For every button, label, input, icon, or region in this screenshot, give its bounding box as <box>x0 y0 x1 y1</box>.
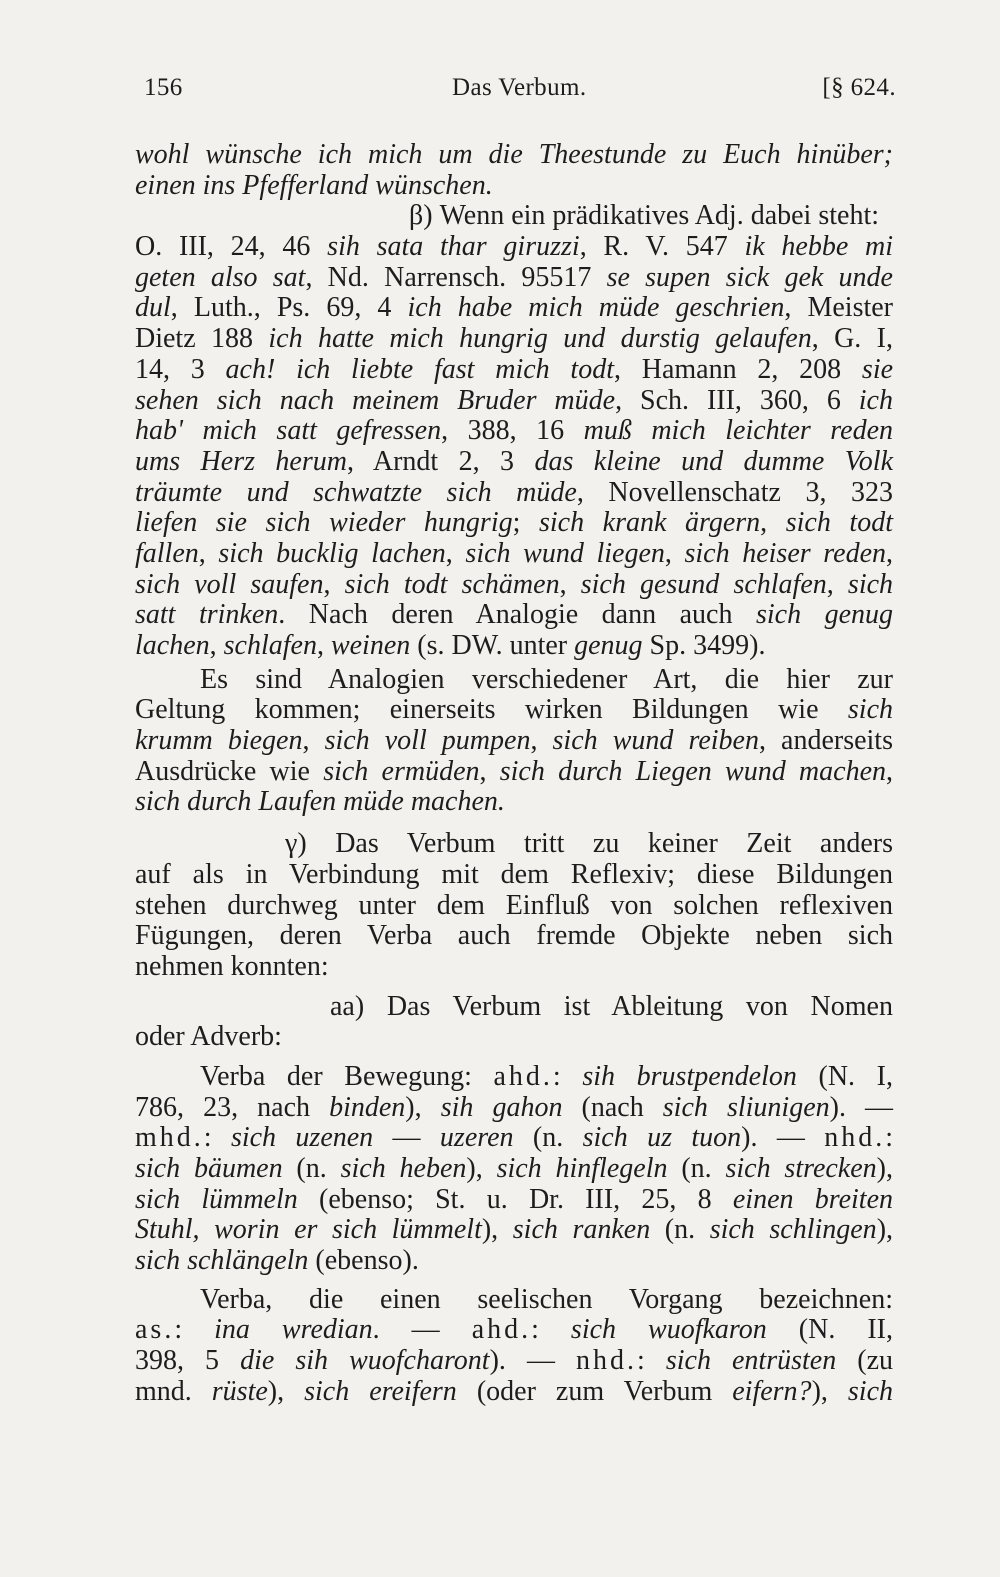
text-line <box>135 695 893 726</box>
text-segment: mnd. <box>135 1375 212 1407</box>
text-segment: 14, 3 <box>135 353 226 385</box>
italic-text-segment: sich strecken <box>725 1153 877 1184</box>
text-segment: , <box>479 755 500 787</box>
text-line <box>135 1377 893 1408</box>
text-line <box>135 232 893 263</box>
text-segment: stehen durchweg unter dem Einfluß von solchen reflexiven <box>135 889 893 921</box>
italic-text-segment: sich voll pumpen <box>324 725 531 757</box>
italic-text-segment: sich wund reiben <box>552 725 759 757</box>
italic-text-segment: sich <box>847 568 894 600</box>
text-line <box>135 921 893 952</box>
text-line <box>135 860 893 891</box>
text-segment: ). — <box>489 1345 577 1377</box>
italic-text-segment: uzeren <box>439 1122 514 1154</box>
text-segment: , anderseits <box>758 725 893 757</box>
text-line <box>135 1215 893 1246</box>
text-segment: Dietz 188 <box>135 323 269 355</box>
italic-text-segment: fallen <box>135 537 199 569</box>
text-line <box>135 140 893 171</box>
text-segment: (s. DW. unter <box>410 630 575 661</box>
italic-text-segment: ina wredian <box>214 1314 373 1346</box>
italic-text-segment: sich ermüden <box>323 755 480 787</box>
text-segment: . — <box>372 1314 472 1346</box>
text-segment: , <box>445 537 466 569</box>
text-segment: , <box>316 630 331 661</box>
italic-text-segment: die sih wuofcharont <box>240 1345 490 1377</box>
italic-text-segment: ich habe mich müde geschrien <box>407 292 785 324</box>
italic-text-segment: einen ins Pfefferland wünschen. <box>135 169 493 201</box>
text-segment: , <box>323 568 345 600</box>
text-line <box>135 539 893 570</box>
italic-text-segment: träumte und schwatzte sich müde <box>135 476 577 508</box>
text-segment: , <box>664 537 685 569</box>
text-line <box>135 1093 893 1124</box>
text-segment: (n. <box>513 1122 583 1154</box>
text-line <box>135 478 893 509</box>
text-segment: aa) Das Verbum ist Ableitung von Nomen <box>330 990 893 1022</box>
text-segment: Geltung kommen; einerseits wirken Bildungen wie <box>135 694 848 726</box>
text-segment: γ) Das Verbum tritt zu keiner Zeit anders <box>285 828 893 860</box>
italic-text-segment: sich lümmeln <box>135 1183 298 1215</box>
text-line <box>135 1246 893 1277</box>
text-segment: , 388, 16 <box>441 415 584 447</box>
italic-text-segment: sih gahon <box>440 1091 563 1123</box>
italic-text-segment: liefen sie sich wieder hungrig <box>135 507 513 539</box>
italic-text-segment: sich entrüsten <box>665 1345 837 1377</box>
text-segment: ), <box>466 1153 497 1184</box>
text-segment: , <box>530 725 553 757</box>
text-segment: (zu <box>836 1345 894 1377</box>
italic-text-segment: sich durch Laufen müde machen. <box>135 786 505 818</box>
italic-text-segment: eifern? <box>732 1375 812 1407</box>
italic-text-segment: sich ereifern <box>304 1375 457 1407</box>
text-line <box>135 263 893 294</box>
italic-text-segment: weinen <box>330 630 411 661</box>
text-segment: (oder zum Verbum <box>456 1375 733 1407</box>
text-segment: oder Adverb: <box>135 1021 282 1053</box>
text-segment: , G. I, <box>811 323 893 355</box>
italic-text-segment: sich gesund schlafen <box>580 568 827 600</box>
text-line <box>135 757 893 788</box>
running-header <box>0 72 1000 104</box>
italic-text-segment: ums Herz herum <box>135 445 347 477</box>
text-segment: ), <box>811 1375 848 1407</box>
italic-text-segment: genug <box>574 630 643 661</box>
text-line <box>135 891 893 922</box>
italic-text-segment: sich krank ärgern <box>538 507 761 539</box>
text-segment: 398, 5 <box>135 1345 241 1377</box>
text-segment: auf als in Verbindung mit dem Reflexiv; diese Bildungen <box>135 858 893 890</box>
text-segment: (ebenso). <box>308 1245 419 1277</box>
text-segment: (n. <box>282 1153 341 1184</box>
text-segment: O. III, 24, 46 <box>135 231 328 263</box>
text-line <box>135 787 893 818</box>
text-line <box>135 1315 893 1346</box>
text-segment: . Nach deren Analogie dann auch <box>278 599 756 631</box>
text-segment: ), <box>876 1153 893 1184</box>
italic-text-segment: rüste <box>211 1375 268 1407</box>
text-segment: ). — <box>741 1122 825 1154</box>
text-segment: (N. I, <box>796 1060 893 1092</box>
italic-text-segment: sich heben <box>340 1153 467 1184</box>
text-line <box>135 171 893 202</box>
running-title: Das Verbum. <box>452 74 587 101</box>
italic-text-segment: sich <box>847 1375 893 1407</box>
italic-text-segment: dul <box>135 292 171 324</box>
italic-text-segment: sich hinflegeln <box>496 1153 668 1184</box>
section-number: [§ 624. <box>822 74 896 101</box>
text-segment: (N. II, <box>766 1314 893 1346</box>
italic-text-segment: sich genug <box>755 599 894 631</box>
italic-text-segment: satt trinken <box>135 599 279 631</box>
italic-text-segment: sich uzenen <box>230 1122 374 1154</box>
text-segment: Es sind Analogien verschiedener Art, die hier zur <box>200 663 893 695</box>
text-segment: ), <box>405 1091 441 1123</box>
page-body <box>135 140 893 1408</box>
italic-text-segment: sich sliunigen <box>662 1091 830 1123</box>
spaced-text-segment: nhd. <box>824 1122 886 1154</box>
text-segment: , <box>302 725 325 757</box>
text-segment: , Arndt 2, 3 <box>346 445 535 477</box>
text-line <box>135 447 893 478</box>
text-line <box>135 829 893 860</box>
italic-text-segment: ich <box>858 384 893 416</box>
text-segment: , <box>559 568 581 600</box>
text-line <box>135 726 893 757</box>
text-segment: , Meister <box>784 292 893 324</box>
text-segment: , <box>886 755 893 787</box>
text-line <box>135 201 893 232</box>
text-segment: , <box>198 537 219 569</box>
text-segment: Verba, die einen seelischen Vorgang bezeichnen: <box>200 1283 893 1315</box>
text-segment: β) Wenn ein prädikatives Adj. dabei steht: <box>409 200 879 232</box>
text-line <box>135 324 893 355</box>
text-segment: ; <box>512 507 539 539</box>
italic-text-segment: sich uz tuon <box>582 1122 742 1154</box>
text-segment: : <box>552 1060 583 1092</box>
text-segment: Sp. 3499). <box>642 630 766 661</box>
text-line <box>135 355 893 386</box>
italic-text-segment: ach! ich liebte fast mich todt <box>225 353 614 385</box>
text-segment: ). — <box>829 1091 894 1123</box>
text-segment: Verba der Bewegung: <box>200 1060 494 1092</box>
italic-text-segment: ich hatte mich hungrig und durstig gelaufen <box>268 323 812 355</box>
italic-text-segment: sich voll saufen <box>135 568 324 600</box>
text-line <box>135 1154 893 1185</box>
italic-text-segment: sich durch Liegen wund machen <box>499 755 886 787</box>
text-segment: : <box>174 1314 215 1346</box>
text-segment: — <box>373 1122 440 1154</box>
text-segment: , Sch. III, 360, 6 <box>615 384 859 416</box>
italic-text-segment: sich schlängeln <box>135 1245 309 1277</box>
italic-text-segment: krumm biegen <box>135 725 303 757</box>
text-line <box>135 952 893 983</box>
spaced-text-segment: mhd. <box>135 1122 204 1154</box>
text-segment: ), <box>876 1214 894 1246</box>
text-segment: (n. <box>667 1153 726 1184</box>
italic-text-segment: einen breiten <box>732 1183 894 1215</box>
spaced-text-segment: as. <box>135 1314 175 1346</box>
italic-text-segment: sich schlingen <box>709 1214 877 1246</box>
spaced-text-segment: ahd. <box>471 1314 532 1346</box>
text-line <box>135 386 893 417</box>
italic-text-segment: sich wuofkaron <box>570 1314 767 1346</box>
text-segment: , R. V. 547 <box>579 231 745 263</box>
text-line <box>135 992 893 1023</box>
page-number: 156 <box>144 74 183 101</box>
text-segment: , <box>209 630 224 661</box>
text-line <box>135 1285 893 1316</box>
text-segment: , <box>760 507 786 539</box>
italic-text-segment: sich bäumen <box>135 1153 283 1184</box>
italic-text-segment: sih sata thar giruzzi <box>327 231 580 263</box>
text-segment: Fügungen, deren Verba auch fremde Objekte neben sich <box>135 920 893 952</box>
text-line <box>135 631 893 662</box>
italic-text-segment: lachen <box>135 630 210 661</box>
text-segment: , Nd. Narrensch. 95517 <box>305 261 607 293</box>
text-segment: , Novellenschatz 3, 323 <box>576 476 893 508</box>
italic-text-segment: Stuhl, worin er sich lümmelt <box>135 1214 482 1246</box>
italic-text-segment: sih brustpendelon <box>582 1060 797 1092</box>
italic-text-segment: das kleine und dumme Volk <box>534 445 893 477</box>
text-segment: (nach <box>562 1091 663 1123</box>
text-line <box>135 1022 893 1053</box>
italic-text-segment: sich heiser reden <box>684 537 886 569</box>
text-line <box>135 1062 893 1093</box>
text-segment: Ausdrücke wie <box>135 755 324 787</box>
text-segment: , Luth., Ps. 69, 4 <box>170 292 408 324</box>
text-line <box>135 600 893 631</box>
text-line <box>135 1123 893 1154</box>
italic-text-segment: sich ranken <box>512 1214 651 1246</box>
text-segment: : <box>531 1314 571 1346</box>
text-segment: , <box>886 537 893 569</box>
italic-text-segment: wohl wünsche ich mich um die Theestunde zu Euch hinüber; <box>135 139 893 170</box>
text-segment: : <box>203 1122 231 1154</box>
text-segment: 786, 23, nach <box>135 1091 330 1123</box>
text-segment: (ebenso; St. u. Dr. III, 25, 8 <box>297 1183 733 1215</box>
spaced-text-segment: nhd. <box>576 1345 638 1377</box>
italic-text-segment: muß mich leichter reden <box>583 415 893 447</box>
text-line <box>135 1185 893 1216</box>
text-line <box>135 293 893 324</box>
italic-text-segment: sich wund liegen <box>465 537 665 569</box>
text-segment: (n. <box>650 1214 710 1246</box>
text-segment: ), <box>481 1214 513 1246</box>
text-segment: , <box>826 568 848 600</box>
text-line <box>135 1346 893 1377</box>
italic-text-segment: sich <box>847 694 893 726</box>
italic-text-segment: se supen sick gek unde <box>606 261 893 293</box>
italic-text-segment: sie <box>861 353 894 385</box>
text-line <box>135 570 893 601</box>
italic-text-segment: binden <box>329 1091 406 1123</box>
text-segment: nehmen konnten: <box>135 950 329 982</box>
text-segment: : <box>637 1345 666 1377</box>
italic-text-segment: sehen sich nach meinem Bruder müde <box>135 384 616 416</box>
text-line <box>135 416 893 447</box>
spaced-text-segment: ahd. <box>493 1060 553 1092</box>
italic-text-segment: sich todt <box>785 507 893 539</box>
text-line <box>135 508 893 539</box>
text-segment: , Hamann 2, 208 <box>613 353 862 385</box>
text-line <box>135 665 893 696</box>
italic-text-segment: schlafen <box>223 630 317 661</box>
text-segment: ), <box>267 1375 305 1407</box>
italic-text-segment: ik hebbe mi <box>744 231 894 263</box>
text-segment: : <box>885 1122 893 1154</box>
italic-text-segment: geten also sat <box>135 261 306 293</box>
italic-text-segment: sich bucklig lachen <box>218 537 446 569</box>
italic-text-segment: sich todt schämen <box>344 568 560 600</box>
italic-text-segment: hab' mich satt gefressen <box>135 415 442 447</box>
